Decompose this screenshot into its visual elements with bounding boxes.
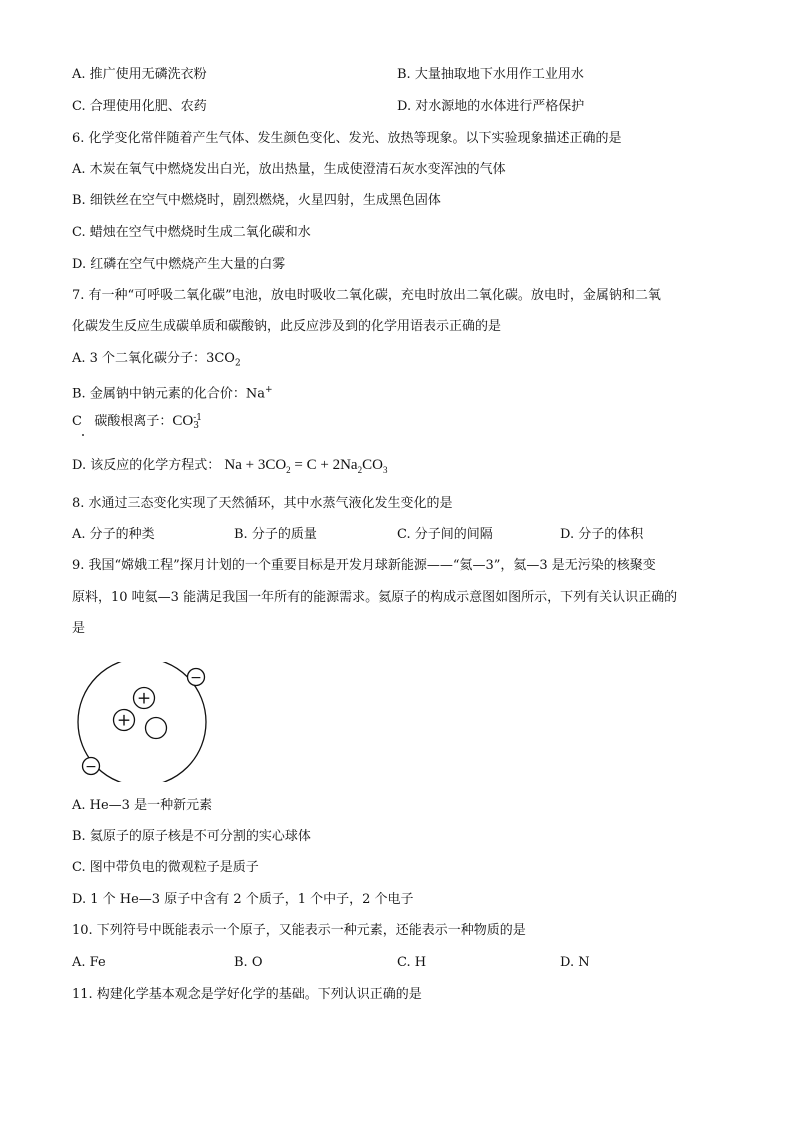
q7-option-d-text: D. 该反应的化学方程式： — [72, 458, 221, 473]
q7-eq-sub3: 3 — [382, 465, 388, 475]
q6-option-d: D. 红磷在空气中燃烧产生大量的白雾 — [72, 257, 286, 272]
q9-option-d: D. 1 个 He—3 原子中含有 2 个质子，1 个中子，2 个电子 — [72, 892, 414, 907]
q8-option-c: C. 分子间的间隔 — [397, 527, 493, 542]
q7-stem-line2: 化碳发生反应生成碳单质和碳酸钠，此反应涉及到的化学用语表示正确的是 — [72, 319, 502, 334]
q5-option-c: C. 合理使用化肥、农药 — [72, 99, 207, 114]
q7-stem-line1: 7. 有一种“可呼吸二氧化碳”电池，放电时吸收二氧化碳，充电时放出二氧化碳。放电时，金属钠和二氧 — [72, 288, 661, 303]
electron-2-sign: − — [85, 759, 97, 775]
q7-option-a-formula: 3CO — [206, 351, 235, 366]
q7-eq-part1: Na + 3CO — [224, 457, 287, 473]
q7-equation — [224, 457, 387, 473]
electron-2 — [83, 758, 100, 776]
q10-option-b: B. O — [234, 955, 263, 970]
q7-option-c-sup: -1 — [193, 412, 202, 423]
q11-stem: 11. 构建化学基本观念是学好化学的基础。下列认识正确的是 — [72, 987, 422, 1002]
q8-option-b: B. 分子的质量 — [234, 527, 317, 542]
q5-option-a: A. 推广使用无磷洗衣粉 — [72, 67, 207, 82]
neutron — [146, 718, 167, 739]
q9-option-a: A. He—3 是一种新元素 — [72, 798, 213, 813]
q7-option-a-sub: 2 — [234, 358, 241, 369]
q9-option-b: B. 氦原子的原子核是不可分割的实心球体 — [72, 829, 311, 844]
q7-option-b-formula: Na — [245, 386, 265, 402]
proton-2 — [114, 710, 135, 731]
q10-stem: 10. 下列符号中既能表示一个原子，又能表示一种元素，还能表示一种物质的是 — [72, 923, 526, 938]
q10-option-d: D. N — [560, 955, 590, 970]
q8-option-d: D. 分子的体积 — [560, 527, 644, 542]
q7-option-b-text: B. 金属钠中钠元素的化合价： — [72, 386, 246, 402]
q7-option-c-sub: 3 — [193, 420, 199, 431]
q7-option-a — [72, 350, 241, 373]
q7-eq-part2: = C + 2Na — [290, 457, 358, 473]
q8-stem: 8. 水通过三态变化实现了天然循环，其中水蒸气液化发生变化的是 — [72, 496, 453, 511]
q7-option-c — [72, 412, 202, 431]
q10-option-c: C. H — [397, 955, 427, 970]
proton-1 — [134, 688, 155, 709]
q6-stem: 6. 化学变化常伴随着产生气体、发生颜色变化、发光、放热等现象。以下实验现象描述正确的是 — [72, 131, 622, 146]
electron-1-sign: − — [190, 670, 202, 686]
q7-eq-sub2: 2 — [357, 465, 363, 475]
q9-stem-line3: 是 — [72, 621, 86, 636]
q9-stem-line2: 原料，10 吨氦—3 能满足我国一年所有的能源需求。氦原子的构成示意图如图所示，下列有关认识正确的 — [72, 590, 678, 605]
q10-option-a: A. Fe — [72, 955, 106, 970]
electron-1 — [188, 669, 205, 687]
q9-option-c: C. 图中带负电的微观粒子是质子 — [72, 860, 259, 875]
q6-option-c: C. 蜡烛在空气中燃烧时生成二氧化碳和水 — [72, 225, 311, 240]
proton-1-sign: + — [136, 688, 152, 709]
q7-eq-sub1: 2 — [286, 465, 291, 475]
stray-dot — [82, 434, 84, 436]
q7-option-c-label: C — [72, 414, 82, 429]
q8-option-a: A. 分子的种类 — [72, 527, 155, 542]
q7-option-d — [72, 456, 387, 479]
q5-option-d: D. 对水源地的水体进行严格保护 — [397, 99, 585, 114]
proton-2-sign: + — [116, 710, 132, 731]
q7-option-a-text: A. 3 个二氧化碳分子： — [72, 351, 207, 366]
q6-option-a: A. 木炭在氧气中燃烧发出白光，放出热量，生成使澄清石灰水变浑浊的气体 — [72, 162, 506, 177]
q6-option-b: B. 细铁丝在空气中燃烧时，剧烈燃烧，火星四射，生成黑色固体 — [72, 193, 441, 208]
q7-option-c-text: 碳酸根离子： — [94, 414, 173, 429]
q7-option-c-formula: CO — [172, 413, 194, 429]
q9-stem-line1: 9. 我国“嫦娥工程”探月计划的一个重要目标是开发月球新能源——“氦—3”，氦—3 是无污染的核聚变 — [72, 558, 656, 573]
q7-option-b — [72, 381, 273, 403]
q7-eq-part3: CO — [362, 457, 383, 473]
q7-option-b-sup: + — [264, 385, 273, 395]
q5-option-b: B. 大量抽取地下水用作工业用水 — [397, 67, 584, 82]
helium-atom-diagram — [72, 662, 212, 782]
